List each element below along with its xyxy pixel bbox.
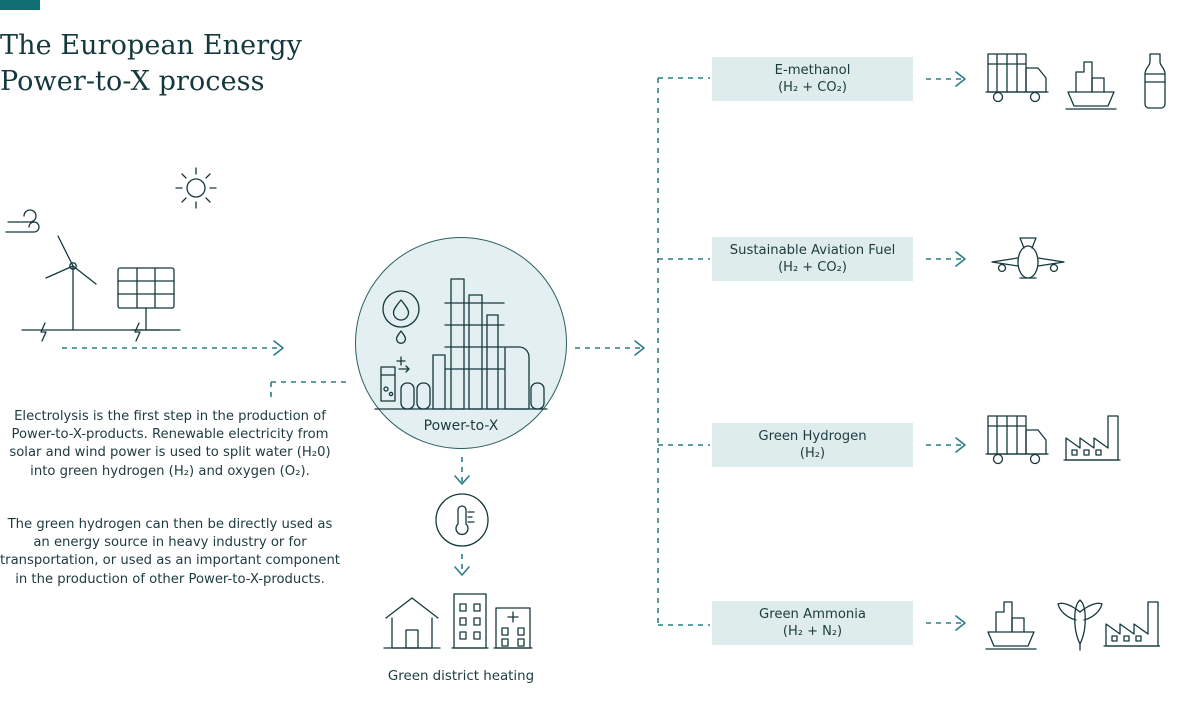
sun-icon bbox=[176, 168, 216, 208]
product-formula: (H₂) bbox=[799, 446, 826, 462]
arrow-to-saf-apps bbox=[922, 242, 982, 278]
factory-icon bbox=[1104, 602, 1160, 646]
page-title bbox=[0, 28, 420, 101]
refinery-icon bbox=[401, 279, 544, 409]
hospital-building-icon bbox=[494, 608, 532, 648]
power-to-x-label: Power-to-X bbox=[423, 418, 499, 434]
product-branch-lines bbox=[648, 60, 718, 660]
wind-icon bbox=[6, 210, 39, 232]
product-box-sustainable-aviation-fuel[interactable] bbox=[712, 237, 913, 281]
water-drop-icon bbox=[383, 291, 419, 343]
product-name: Sustainable Aviation Fuel bbox=[729, 242, 896, 258]
e-methanol-application-icons bbox=[980, 42, 1185, 114]
factory-icon bbox=[1064, 416, 1120, 460]
ship-icon bbox=[1066, 62, 1116, 109]
arrow-to-e-methanol-apps bbox=[922, 62, 982, 98]
lab-beaker-icon bbox=[381, 357, 409, 401]
paragraph-hydrogen-use: The green hydrogen can then be directly used as an energy source in heavy industry or for transportation, or used as an important component in the production of other Power-to-X-products. bbox=[0, 517, 340, 587]
truck-icon bbox=[986, 416, 1048, 464]
arrow-thermometer-to-buildings bbox=[440, 552, 484, 586]
district-heating-label: Green district heating bbox=[387, 669, 535, 684]
corn-icon bbox=[1058, 600, 1102, 650]
apartment-building-icon bbox=[452, 594, 488, 648]
saf-application-icons bbox=[980, 232, 1090, 288]
product-box-e-methanol[interactable] bbox=[712, 57, 913, 101]
thermometer-circle bbox=[434, 492, 490, 548]
wind-turbine-icon bbox=[46, 236, 96, 330]
district-heating-icons bbox=[378, 588, 548, 660]
product-name: Green Ammonia bbox=[758, 606, 866, 622]
product-formula: (H₂ + N₂) bbox=[782, 624, 843, 640]
ship-icon bbox=[986, 602, 1036, 649]
ammonia-application-icons bbox=[980, 582, 1160, 662]
arrow-to-ammonia-apps bbox=[922, 606, 982, 642]
solar-panel-icon bbox=[118, 268, 174, 330]
product-formula: (H₂ + CO₂) bbox=[778, 80, 847, 96]
thermometer-icon bbox=[456, 506, 474, 534]
product-formula: (H₂ + CO₂) bbox=[778, 260, 847, 276]
arrow-to-hydrogen-apps bbox=[922, 428, 982, 464]
paragraph-electrolysis: Electrolysis is the first step in the production of Power-to-X-products. Renewable electricity from solar and wind power is used to split water (H₂0) into green hydrogen (H₂) and oxygen (O₂). bbox=[9, 409, 331, 479]
brand-tab bbox=[0, 0, 40, 10]
page-title-line-1: The European Energy bbox=[0, 30, 302, 61]
page-title-line-2: Power-to-X process bbox=[0, 66, 265, 98]
truck-icon bbox=[986, 54, 1048, 102]
product-box-green-hydrogen[interactable] bbox=[712, 423, 913, 467]
arrow-center-to-heating bbox=[440, 455, 484, 495]
bottle-icon bbox=[1145, 54, 1165, 108]
house-icon bbox=[384, 598, 440, 648]
hydrogen-application-icons bbox=[980, 404, 1140, 474]
product-box-green-ammonia[interactable] bbox=[712, 601, 913, 645]
product-name: Green Hydrogen bbox=[758, 428, 867, 444]
airplane-icon bbox=[992, 238, 1064, 278]
product-name: E-methanol bbox=[774, 62, 851, 78]
